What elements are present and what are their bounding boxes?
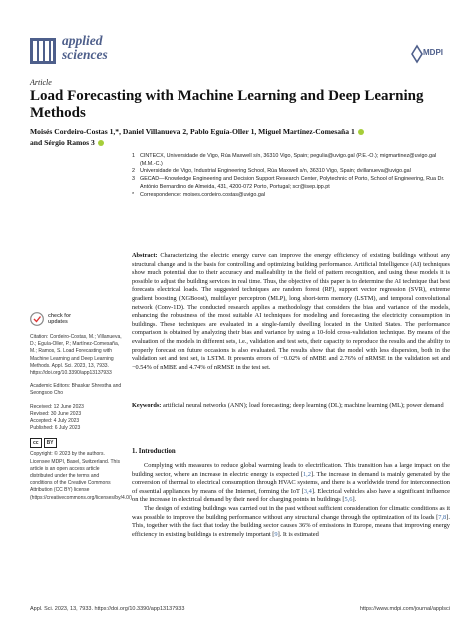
journal-header xyxy=(30,34,450,70)
introduction-text xyxy=(132,462,450,539)
correspondence: * Correspondence: moises.cordeiro.costas@uvigo.gal xyxy=(132,191,266,198)
revised-date: Revised: 30 June 2023 xyxy=(30,410,82,417)
accepted-date: Accepted: 4 July 2023 xyxy=(30,418,80,425)
publisher-name: MDPI xyxy=(423,48,443,57)
journal-logo-icon xyxy=(30,38,56,64)
abstract-text: Characterizing the electric energy curve can improve the energy efficiency of existing buildings without any structural change and is the basis for controlling and optimizing building performance. Artificial Intelligence (AI) techniques show much potential due to their accuracy and malleability in the field of pattern recognition, and using these models it is possible to adjust the building services in real time. Thus, the objective of this paper is to determine the AI technique that best forecasts electrical loads. The suggested techniques are random forest (RF), support vector regression (SVR), extreme gradient boosting (XGBoost), multilayer perceptron (MLP), long short-term memory (LSTM), and temporal convolutional network (Conv-1D). The conducted research applies a methodology that considers the bias and variance of the models, enhancing the robustness of the most suitable AI techniques for modeling and forecasting the electricity consumption in buildings. These techniques are evaluated in a single-family dwelling located in the United States. The performance comparison is obtained by analyzing their bias and variance by using a 10-fold cross-validation technique. By means of the evaluation of the models in different sets, i.e., validation and test sets, their capacity to reproduce the results and the ability to properly forecast on future occasions is also evaluated. The results show that the model with less dispersion, both in the validation set and test set, is LSTM. It presents errors of −0.02% of nMBE and 2.76% of nRMSE in the validation set and −0.54% of nMBE and 4.74% of nRMSE in the test set. xyxy=(132,252,450,371)
published-date: Published: 6 July 2023 xyxy=(30,425,81,432)
citation-link[interactable]: 1,2 xyxy=(302,470,311,478)
affiliations xyxy=(132,153,450,199)
section-heading: 1. Introduction xyxy=(132,448,176,455)
orcid-icon[interactable] xyxy=(98,140,104,146)
abstract xyxy=(132,252,450,372)
intro-paragraph: The design of existing buildings was carried out in the past without sufficient consideration for climatic conditions as it was possible to improve the building performance without any structural change through the optimization of its loads [7,8]. This, together with the fact that today the building sector causes 36% of emissions in Europe, means that improving energy efficiency in existing buildings is extremely important [9]. It is estimated xyxy=(132,504,450,538)
check-for-updates-button[interactable] xyxy=(30,312,122,326)
article-type: Article xyxy=(30,78,52,87)
check-label-line2: updates xyxy=(48,319,68,325)
citation-link[interactable]: 7,8 xyxy=(438,513,447,521)
citation-link[interactable]: 3,4 xyxy=(303,487,312,495)
authors-line2: and Sérgio Ramos 3 xyxy=(30,138,95,147)
authors-line1: Moisés Cordeiro-Costas 1,*, Daniel Villanueva 2, Pablo Eguía-Oller 1, Miguel Martínez-Comesaña 1 xyxy=(30,127,355,136)
journal-name xyxy=(62,34,108,62)
footer-citation: Appl. Sci. 2023, 13, 7933. https://doi.org/10.3390/app13137933 xyxy=(30,606,185,612)
orcid-icon[interactable] xyxy=(358,129,364,135)
check-updates-icon xyxy=(30,312,44,326)
copyright-block: Copyright: © 2023 by the authors. Licensee MDPI, Basel, Switzerland. This article is an open access article distributed under the terms and conditions of the Creative Commons Attribution (CC BY) license (https://creativecommons.org/licenses/by/4.0/). xyxy=(30,451,134,501)
affiliation-item: 3 GECAD—Knowledge Engineering and Decision Support Research Center, Polytechnic of Porto, School of Engineering, Rua Dr. António Bernardino de Almeida, 431, 4200-072 Porto, Portugal; scr@isep.ipp.pt xyxy=(132,176,445,190)
citation-link[interactable]: 5,6 xyxy=(344,496,353,504)
footer-journal-url[interactable]: https://www.mdpi.com/journal/applsci xyxy=(359,606,450,612)
keywords-text: artificial neural networks (ANN); load forecasting; deep learning (DL); machine learning (ML); power demand xyxy=(162,402,444,409)
dates-block xyxy=(30,404,122,433)
by-label: BY xyxy=(44,438,57,448)
author-list xyxy=(30,126,450,148)
article-title: Load Forecasting with Machine Learning and Deep Learning Methods xyxy=(30,88,424,121)
article-sidebar xyxy=(30,312,134,508)
citation-link[interactable]: 9 xyxy=(274,530,278,538)
abstract-label: Abstract: xyxy=(132,252,158,259)
cc-label: cc xyxy=(30,438,42,448)
journal-name-line1: applied xyxy=(62,33,103,48)
mdpi-logo xyxy=(410,44,450,64)
keywords-label: Keywords: xyxy=(132,402,162,409)
academic-editors: Academic Editors: Bhaskar Shrestha and Seongsoo Cho xyxy=(30,383,122,397)
affiliation-item: 1 CINTECX, Universidade de Vigo, Rúa Maxwell s/n, 36310 Vigo, Spain; pegulia@uvigo.gal (P.E.-O.); migmartinez@uvigo.gal (M.M.-C.) xyxy=(132,153,437,167)
cc-by-license-icon[interactable] xyxy=(30,438,122,448)
received-date: Received: 12 June 2023 xyxy=(30,403,84,410)
affiliation-item: 2 Universidade de Vigo, Industrial Engineering School, Rúa Maxwell s/n, 36310 Vigo, Spain; dvillanueva@uvigo.gal xyxy=(132,168,411,175)
check-label-line1: check for xyxy=(48,313,72,319)
keywords xyxy=(132,402,450,411)
page-footer xyxy=(30,606,450,612)
journal-name-line2: sciences xyxy=(62,47,108,62)
citation-block: Citation: Cordeiro-Costas, M.; Villanueva, D.; Eguía-Oller, P.; Martínez-Comesaña, M.; Ramos, S. Load Forecasting with Machine Learning and Deep Learning Methods. Appl. Sci. 2023, 13, 7933. https://doi.org/10.3390/app13137933 xyxy=(30,334,122,377)
intro-paragraph: Complying with measures to reduce global warming leads to electrification. This transition has a large impact on the building sector, where an increase in electric energy is expected [1,2]. The increase in demand is mainly generated by the conversion of thermal to electrical consumption through HVAC systems, and there is a worldwide trend for interconnection of essential appliances by means of the Internet, forming the IoT [3,4]. Electrical vehicles also have a significant influence on the increase in electrical demand by their need for charging points in buildings [5,6]. xyxy=(132,462,451,504)
